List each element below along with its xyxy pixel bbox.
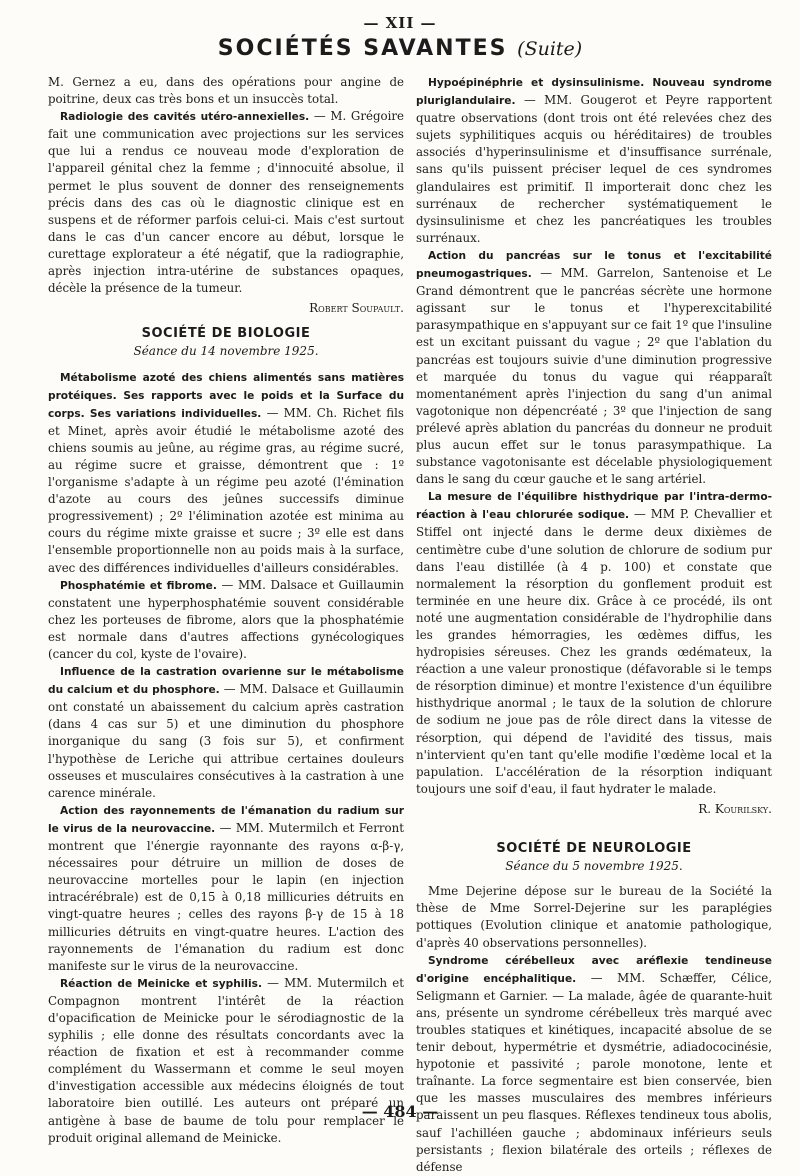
- article-body: — MM. Mutermilch et Ferront montrent que l'énergie rayonnante des rayons α-β-γ, nécessaires pour détruire un million de doses de neurovaccine mortelles pour le lapin (en injection intracérébrale) est de 0,15 à 0,18 millicuries détruits en vingt-quatre heures ; celles des rayons β-γ de 15 à 18 millicuries détruits en vingt-quatre heures. L'action des rayonnements de l'émanation du radium est donc manifeste sur le virus de la neurovaccine.: [48, 820, 404, 973]
- article-body: — M. Grégoire fait une communication avec projections sur les services que lui a rendus ce nouveau mode d'exploration de l'appareil génital chez la femme ; d'innocuité absolue, il permet le plus souvent de donner des renseignements précis dans des cas où le diagnostic clinique est en suspens et de réformer parfois celui-ci. Mais c'est surtout dans le cas d'un cancer encore au début, lorsque le curettage explorateur a été négatif, que la radiographie, après injection intra-utérine de substances opaques, décèle la présence de la tumeur.: [48, 109, 404, 296]
- article-histhydrique: [416, 488, 772, 798]
- article-metabolisme: [48, 369, 404, 577]
- article-title: Action du pancréas sur le tonus et l'excitabilité pneumogastriques.: [416, 249, 772, 281]
- article-castration: [48, 663, 404, 802]
- article-title: Action des rayonnements de l'émanation du radium sur le virus de la neurovaccine.: [48, 804, 404, 835]
- section-date: Séance du 14 novembre 1925.: [133, 344, 319, 359]
- article-body: — MM. Gougerot et Peyre rapportent quatre observations (dont trois ont été relevées chez des sujets syphilitiques acquis ou héréditaires) de troubles associés d'hyperinsulinisme et d'insuffisance surrénale, sans qu'ils puissent préciser lequel de ces syndromes glandulaires est primitif. Il importerait donc chez les surrénaux de rechercher systématiquement le dysinsulinisme et chez les pancréatiques les troubles surrénaux.: [416, 93, 772, 245]
- author-signature: R. Kourilsky.: [698, 801, 772, 816]
- article-body: — MM. Dalsace et Guillaumin constatent une hyperphosphatémie souvent considérable chez les porteuses de fibrome, alors que la phosphatémie est normale dans d'autres affections gynécologiques (cancer du col, kyste de l'ovaire).: [48, 577, 404, 661]
- article-body: — MM. Schæffer, Célice, Seligmann et Garnier. — La malade, âgée de quarante-huit ans, présente un syndrome cérébelleux très marqué avec troubles statiques et kinétiques, incapacité absolue de se tenir debout, hypermétrie et dysmétrie, adiadococinésie, hypotonie et passivité ; parole monotone, lente et traînante. La force segmentaire est bien conservée, bien que les masses musculaires des membres inférieurs paraissent un peu flasques. Réflexes tendineux tous abolis, sauf l'achilléen gauche ; abdominaux inférieurs seuls persistants ; flexion bilatérale des orteils ; réflexes de défense: [416, 970, 772, 1174]
- section-heading-neurologie: SOCIÉTÉ DE NEUROLOGIE: [496, 841, 692, 857]
- article-body: — MM. Ch. Richet fils et Minet, après avoir étudié le métabolisme azoté des chiens soumis au jeûne, au régime gras, au régime sucré, au régime sucre et graisse, démontrent que : 1º l'organisme s'adapte à un régime peu azoté (l'émination d'azote au cours des jeûnes successifs diminue progressivement) ; 2º l'élimination azotée est minima au cours du régime mixte graisse et sucre ; 3º elle est dans l'ensemble proportionnelle non au poids mais à la surface, avec des différences individuelles d'ailleurs considérables.: [48, 405, 404, 575]
- section-heading-biologie: SOCIÉTÉ DE BIOLOGIE: [141, 326, 311, 342]
- page-roman-numeral: — XII —: [363, 14, 437, 32]
- article-title: Syndrome cérébelleux avec aréflexie tendineuse d'origine encéphalitique.: [416, 954, 772, 985]
- article-pancreas: [416, 247, 772, 488]
- article-hypoepinephrie: [416, 74, 772, 247]
- article-title: Radiologie des cavités utéro-annexielles.: [60, 111, 310, 124]
- author-signature: Robert Soupault.: [309, 301, 404, 316]
- article-phosphatemie: [48, 577, 404, 663]
- article-title: Hypoépinéphrie et dysinsulinisme. Nouveau syndrome pluriglandulaire.: [416, 77, 772, 108]
- section-date: Séance du 5 novembre 1925.: [505, 859, 683, 874]
- article-syndrome-cerebelleux: [416, 952, 772, 1176]
- article-title: La mesure de l'équilibre histhydrique par l'intra-dermo-réaction à l'eau chlorurée sodique.: [416, 491, 772, 522]
- page-title-suffix: (Suite): [517, 38, 583, 60]
- page-title-main: SOCIÉTÉS SAVANTES: [217, 36, 508, 61]
- article-radium: [48, 802, 404, 975]
- page-number: — 484 —: [361, 1102, 439, 1121]
- page-title: [0, 36, 800, 61]
- article-body: — MM. Mutermilch et Compagnon montrent l'intérêt de la réaction d'opacification de Meinicke pour le sérodiagnostic de la syphilis ; elle donne des résultats concordants avec la réaction de fixation et est à recommander comme complément du Wassermann et comme le seul moyen d'investigation accessible aux médecins éloignés de tout laboratoire bien outillé. Les auteurs ont préparé un antigène à base de baume de tolu pour remplacer le produit original allemand de Meinicke.: [48, 975, 404, 1145]
- article-body: — MM. Garrelon, Santenoise et Le Grand démontrent que le pancréas sécrète une hormone agissant sur le tonus et l'hyperexcitabilité parasympathique en s'appuyant sur ce fait 1º que l'insuline est un excitant puissant du vague ; 2º que l'ablation du pancréas est toujours suivie d'une diminution progressive et marquée du tonus du vague qui réapparaît momentanément après l'injection du sang d'un animal vagotonique non dépencréaté ; 3º que l'injection de sang prélevé après ablation du pancréas du donneur ne produit plus aucun effet sur le tonus parasympathique. La substance vagotonisante est décelable physiologiquement dans le sang du cœur gauche et le sang artériel.: [416, 266, 772, 487]
- article-title: Métabolisme azoté des chiens alimentés sans matières protéiques. Ses rapports avec le poids et la Surface du corps. Ses variations individuelles.: [48, 371, 404, 420]
- right-column: [416, 74, 772, 1174]
- article-radiologie: [48, 108, 404, 297]
- article-body: — MM P. Chevallier et Stiffel ont injecté dans le derme deux dixièmes de centimètre cube d'une solution de chlorure de sodium pur dans l'eau distillée (à 4 p. 100) et constate que normalement la résorption du gonflement produit est terminée en une heure dix. Grâce à ce procédé, ils ont noté une augmentation considérable de l'hydrophilie dans les grandes hémorragies, les œdèmes diffus, les hydropisies séreuses. Chez les grands œdémateux, la réaction a une valeur pronostique (défavorable si le temps de résorption diminue) et montre l'existence d'un équilibre histhydrique anormal ; le taux de la solution de chlorure de sodium ne joue pas de rôle direct dans la vitesse de résorption, qui dépend de l'avidité des tissus, mais n'intervient qu'en tant qu'elle modifie l'œdème local et la papulation. L'accélération de la résorption indiquant toujours une soif d'eau, il faut hydrater le malade.: [416, 507, 772, 796]
- article-title: Phosphatémie et fibrome.: [60, 579, 217, 592]
- paragraph-gernez: M. Gernez a eu, dans des opérations pour angine de poitrine, deux cas très bons et un insuccès total.: [48, 75, 404, 107]
- article-body: — MM. Dalsace et Guillaumin ont constaté un abaissement du calcium après castration (dans 4 cas sur 5) et une diminution du phosphore inorganique du sang (3 fois sur 5), et confirment l'hypothèse de Leriche qui attribue certaines douleurs osseuses et musculaires consécutives à la castration à une carence minérale.: [48, 682, 404, 800]
- article-title: Réaction de Meinicke et syphilis.: [60, 977, 262, 990]
- paragraph-dejerine: Mme Dejerine dépose sur le bureau de la Société la thèse de Mme Sorrel-Dejerine sur les paraplégies pottiques (Evolution clinique et anatomie pathologique, d'après 40 observations personnelles).: [416, 884, 772, 950]
- article-title: Influence de la castration ovarienne sur le métabolisme du calcium et du phosphore.: [48, 666, 404, 697]
